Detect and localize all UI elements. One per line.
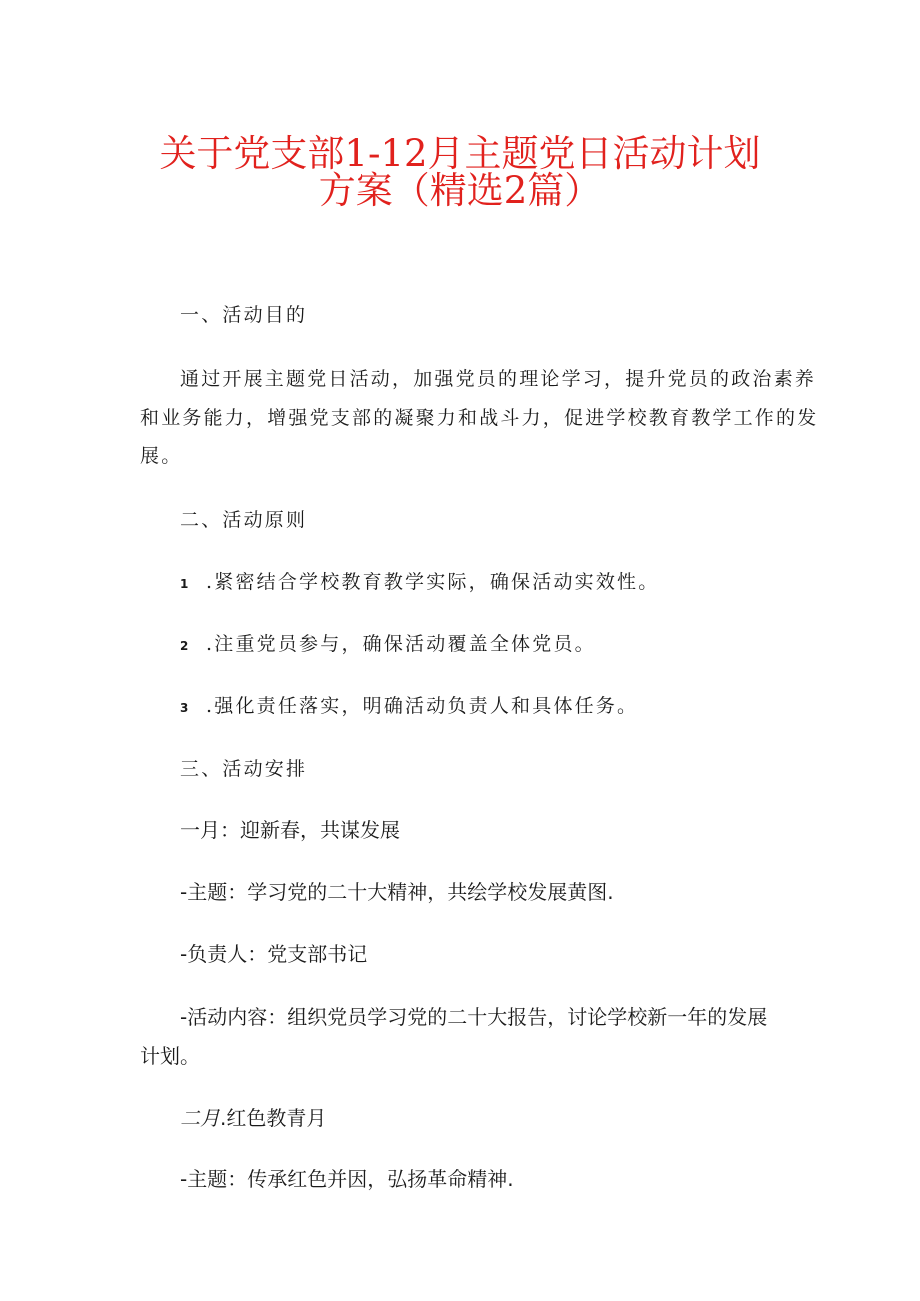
principle-number: 1 [180,577,189,591]
principle-text: .紧密结合学校教育教学实际，确保活动实效性。 [206,571,660,593]
principle-text: .注重党员参与，确保活动覆盖全体党员。 [206,633,596,655]
principle-item-2 [180,632,830,658]
february-title [180,1106,830,1130]
february-title-month: 二月 [180,1106,220,1130]
section-1-heading: 一、活动目的 [180,304,308,326]
document-title-line-1: 关于党支部1-12月主题党日活动计划 [159,132,761,175]
february-title-text: .红色教青月 [220,1106,327,1130]
january-theme: -主题：学习党的二十大精神，共绘学校发展黄图. [180,880,614,904]
section-1-paragraph-line-3: 展。 [140,445,183,467]
january-owner: -负责人：党支部书记 [180,942,368,966]
principle-item-1 [180,570,830,596]
january-title: 一月：迎新春，共谋发展 [180,818,400,842]
january-content-line-1: -活动内容：组织党员学习党的二十大报告，讨论学校新一年的发展 [180,1005,768,1029]
principle-number: 2 [180,639,189,653]
section-1-paragraph-line-1: 通过开展主题党日活动，加强党员的理论学习，提升党员的政治素养 [180,368,817,390]
principle-text: .强化责任落实，明确活动负责人和具体任务。 [206,695,639,717]
section-2-heading: 二、活动原则 [180,509,308,531]
principle-number: 3 [180,701,189,715]
document-title-line-2: 方案（精选2篇） [318,169,602,212]
section-3-heading: 三、活动安排 [180,758,308,780]
principle-item-3 [180,694,830,720]
section-1-paragraph-line-2: 和业务能力，增强党支部的凝聚力和战斗力，促进学校教育教学工作的发 [140,407,819,429]
january-content-line-2: 计划。 [140,1044,200,1068]
february-theme: -主题：传承红色并因，弘扬革命精神. [180,1167,514,1191]
